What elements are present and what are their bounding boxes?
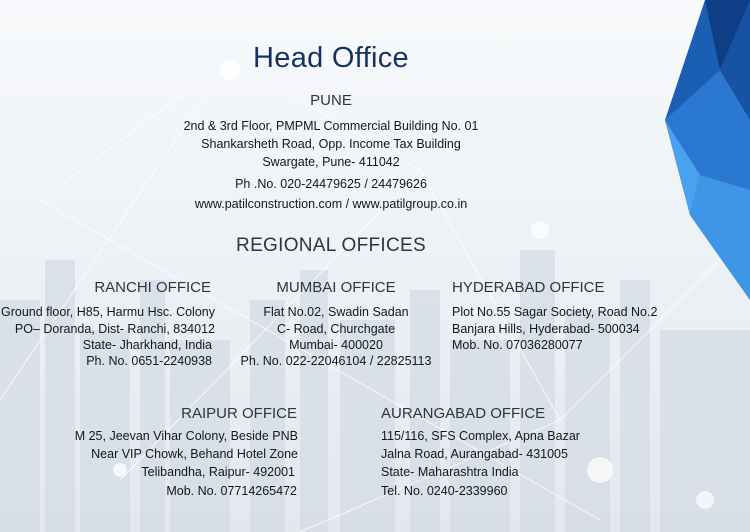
head-office-title: Head Office (253, 42, 409, 74)
ranchi-phone: Ph. No. 0651-2240938 (86, 354, 212, 368)
hyderabad-address-line: Banjara Hills, Hyderabad- 500034 (452, 322, 640, 336)
mumbai-address-line: C- Road, Churchgate (276, 322, 396, 336)
head-office-address-line: 2nd & 3rd Floor, PMPML Commercial Building No. 01 (183, 119, 479, 133)
ranchi-address-line: PO– Doranda, Dist- Ranchi, 834012 (14, 322, 215, 336)
mumbai-address-line: Flat No.02, Swadin Sadan (263, 305, 409, 319)
aurangabad-address-line: State- Maharashtra India (381, 465, 519, 479)
aurangabad-address-line: 115/116, SFS Complex, Apna Bazar (381, 429, 580, 443)
aurangabad-phone: Tel. No. 0240-2339960 (381, 484, 508, 498)
raipur-address-line: M 25, Jeevan Vihar Colony, Beside PNB (74, 429, 298, 443)
raipur-office-heading: RAIPUR OFFICE (181, 405, 297, 422)
raipur-address-line: Near VIP Chowk, Behand Hotel Zone (91, 447, 298, 461)
head-office-phone: Ph .No. 020-24479625 / 24479626 (235, 177, 427, 191)
mumbai-phone: Ph. No. 022-22046104 / 22825113 (240, 354, 432, 368)
hyderabad-phone: Mob. No. 07036280077 (452, 338, 583, 352)
raipur-address-line: Telibandha, Raipur- 492001 (141, 465, 295, 479)
mumbai-address-line: Mumbai- 400020 (289, 338, 383, 352)
aurangabad-office-heading: AURANGABAD OFFICE (381, 405, 546, 422)
hyderabad-address-line: Plot No.55 Sagar Society, Road No.2 (452, 305, 658, 319)
aurangabad-address-line: Jalna Road, Aurangabad- 431005 (381, 447, 568, 461)
head-office-websites: www.patilconstruction.com / www.patilgroup.co.in (194, 197, 468, 211)
hyderabad-office-heading: HYDERABAD OFFICE (452, 279, 605, 296)
ranchi-address-line: State- Jharkhand, India (82, 338, 212, 352)
head-office-address-line: Shankarsheth Road, Opp. Income Tax Building (201, 137, 461, 151)
ranchi-address-line: Ground floor, H85, Harmu Hsc. Colony (1, 305, 215, 319)
regional-offices-heading: REGIONAL OFFICES (236, 235, 426, 256)
mumbai-office-heading: MUMBAI OFFICE (276, 279, 396, 296)
ranchi-office-heading: RANCHI OFFICE (94, 279, 211, 296)
head-office-city: PUNE (310, 92, 352, 109)
raipur-phone: Mob. No. 07714265472 (166, 484, 297, 498)
head-office-address-line: Swargate, Pune- 411042 (262, 155, 400, 169)
